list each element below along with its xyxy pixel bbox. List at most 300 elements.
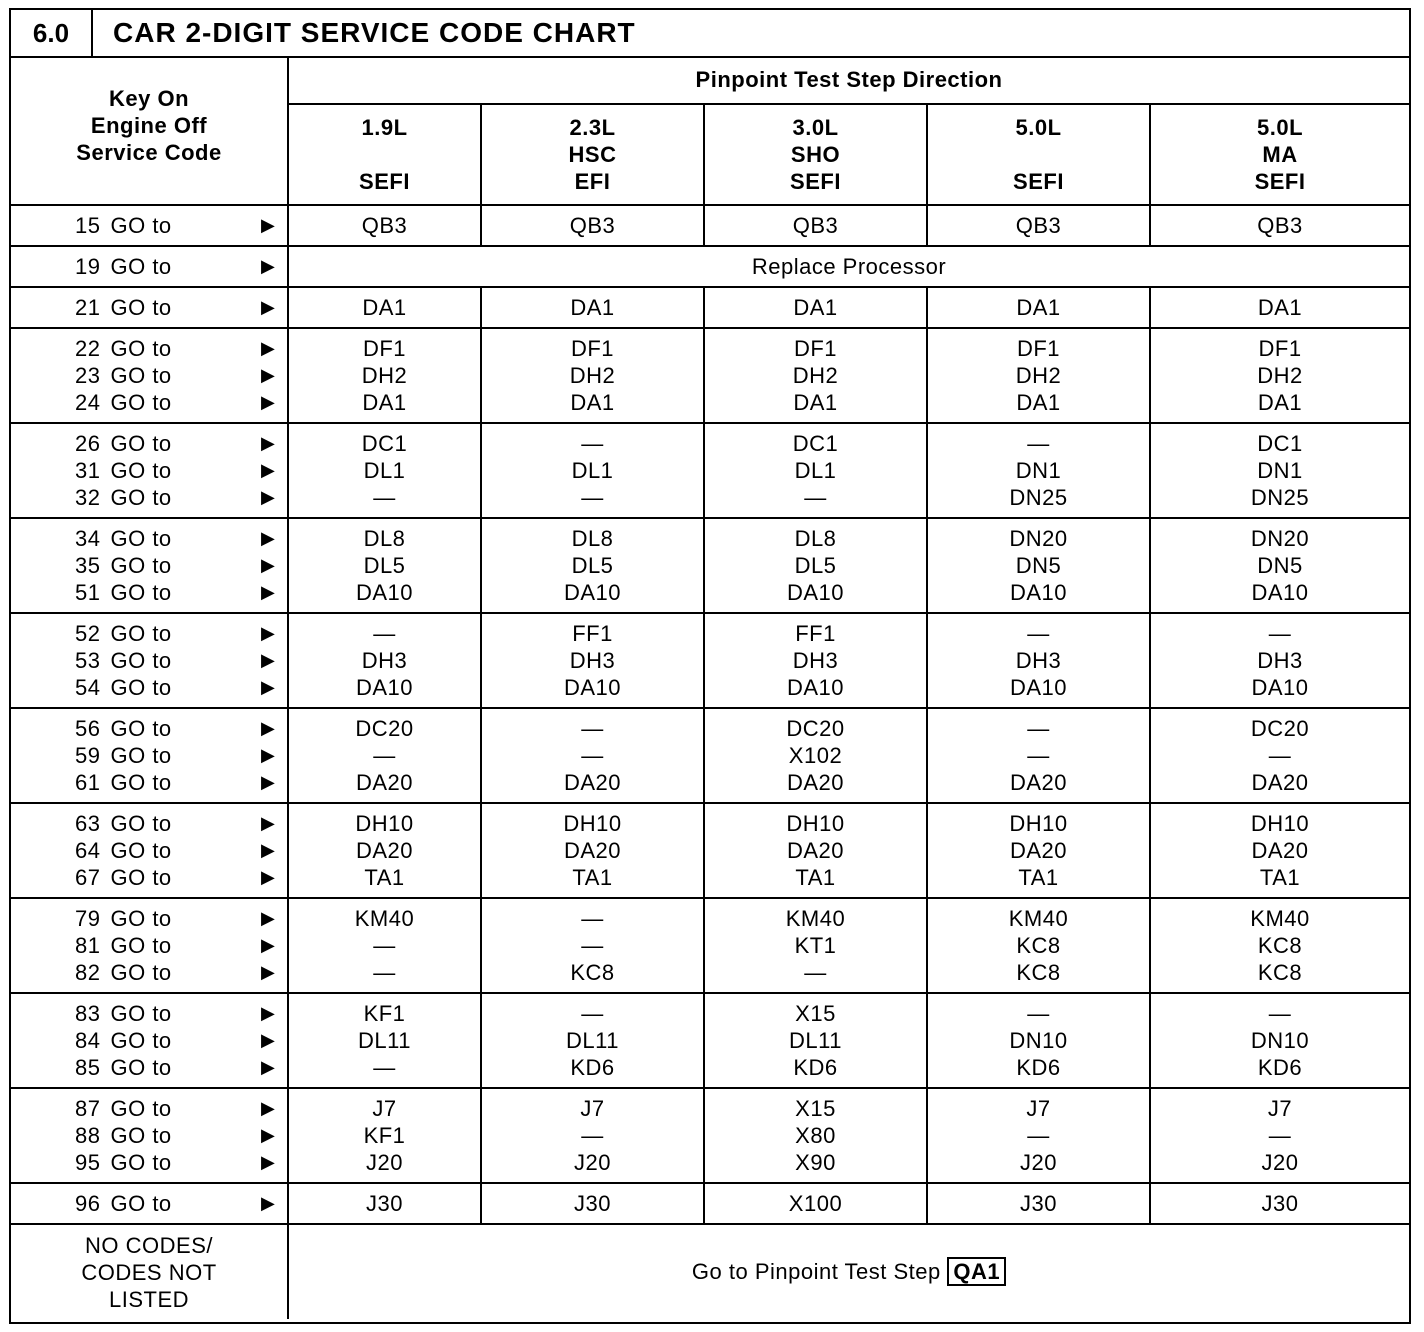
service-code-number: 54 [75, 675, 101, 700]
test-step-value: TA1 [795, 865, 836, 890]
test-step-value: DL11 [358, 1028, 411, 1053]
test-step-value: — [581, 485, 604, 510]
go-to-label: GO to [110, 1123, 172, 1148]
service-code-entry [11, 484, 287, 511]
test-step-value: QB3 [361, 213, 408, 238]
test-step-cell [1150, 287, 1409, 328]
service-code-text [75, 457, 255, 484]
service-code-entry [11, 959, 287, 986]
service-code-text [75, 1054, 255, 1081]
service-code-text [75, 212, 255, 239]
test-step-value: DA10 [1009, 675, 1068, 700]
test-step-value: — [581, 716, 604, 741]
test-step-value: KF1 [363, 1001, 406, 1026]
test-step-value: TA1 [1259, 865, 1301, 890]
test-step-value: J7 [580, 1096, 605, 1121]
service-code-cell [11, 205, 288, 246]
test-step-cell [481, 613, 704, 708]
service-code-number: 31 [75, 458, 101, 483]
service-code-number: 84 [75, 1028, 101, 1053]
no-codes-label [11, 1224, 288, 1319]
engine-header-line: 1.9L [361, 115, 408, 140]
test-step-cell [927, 708, 1150, 803]
service-code-number: 64 [75, 838, 101, 863]
service-code-entry [11, 579, 287, 606]
test-step-value: J7 [372, 1096, 397, 1121]
test-step-value: DH10 [1250, 811, 1310, 836]
service-code-entry [11, 864, 287, 891]
test-step-cell [288, 518, 481, 613]
service-code-number: 15 [75, 213, 101, 238]
right-arrow-icon: ▶ [261, 1125, 276, 1145]
test-step-value: DF1 [570, 336, 615, 361]
code-group-row [11, 613, 1409, 708]
service-code-entry [11, 294, 287, 321]
test-step-value: KD6 [570, 1055, 615, 1080]
test-step-value: KC8 [1257, 960, 1303, 985]
test-step-cell [481, 1183, 704, 1224]
go-to-label: GO to [110, 1055, 172, 1080]
service-code-text [75, 552, 255, 579]
service-code-text [75, 430, 255, 457]
key-header-line: Service Code [76, 139, 222, 165]
engine-header-5 [1150, 104, 1409, 205]
go-to-label: GO to [110, 811, 172, 836]
right-arrow-icon: ▶ [261, 1003, 276, 1023]
engine-header-line: EFI [574, 169, 611, 194]
test-step-value: DN10 [1250, 1028, 1310, 1053]
service-code-cell [11, 518, 288, 613]
right-arrow-icon: ▶ [261, 338, 276, 358]
test-step-value: DL1 [363, 458, 406, 483]
go-to-label: GO to [110, 770, 172, 795]
go-to-label: GO to [110, 295, 172, 320]
test-step-cell [481, 205, 704, 246]
code-group-row [11, 205, 1409, 246]
right-arrow-icon: ▶ [261, 867, 276, 887]
test-step-value: DL11 [566, 1028, 619, 1053]
test-step-value: DA10 [563, 580, 622, 605]
service-code-number: 96 [75, 1191, 101, 1216]
service-code-text [75, 1190, 255, 1217]
test-step-value: DA10 [786, 675, 845, 700]
test-step-value: KC8 [1016, 933, 1061, 958]
go-to-label: GO to [110, 960, 172, 985]
service-code-text [75, 1027, 255, 1054]
test-step-cell [481, 1088, 704, 1183]
go-to-label: GO to [110, 336, 172, 361]
code-group-row [11, 328, 1409, 423]
right-arrow-icon: ▶ [261, 677, 276, 697]
service-code-text [75, 674, 255, 701]
right-arrow-icon: ▶ [261, 1098, 276, 1118]
service-code-entry [11, 1054, 287, 1081]
test-step-value: DH2 [569, 363, 616, 388]
test-step-value: DA20 [1009, 838, 1068, 863]
test-step-value: — [804, 485, 827, 510]
test-step-value: DA1 [1257, 390, 1303, 415]
test-step-cell [481, 993, 704, 1088]
test-step-value: J30 [574, 1191, 611, 1216]
service-code-entry [11, 620, 287, 647]
test-step-value: X15 [795, 1001, 836, 1026]
right-arrow-icon: ▶ [261, 297, 276, 317]
test-step-value: DN20 [1009, 526, 1068, 551]
right-arrow-icon: ▶ [261, 1152, 276, 1172]
service-code-entry [11, 715, 287, 742]
test-step-value: DA1 [362, 295, 407, 320]
right-arrow-icon: ▶ [261, 718, 276, 738]
engine-header-4 [927, 104, 1150, 205]
go-to-label: GO to [110, 675, 172, 700]
test-step-value: KM40 [785, 906, 846, 931]
test-step-value: TA1 [1018, 865, 1059, 890]
key-header-lines [11, 85, 287, 166]
service-code-cell [11, 993, 288, 1088]
go-to-label: GO to [110, 838, 172, 863]
test-step-cell [288, 328, 481, 423]
service-code-text [75, 905, 255, 932]
test-step-cell [927, 328, 1150, 423]
engine-header-2 [481, 104, 704, 205]
service-code-number: 95 [75, 1150, 101, 1175]
test-step-cell [704, 803, 927, 898]
right-arrow-icon: ▶ [261, 555, 276, 575]
test-step-value: DA20 [1251, 770, 1309, 795]
code-group-row [11, 246, 1409, 287]
test-step-value: — [373, 485, 396, 510]
test-step-cell [927, 1183, 1150, 1224]
test-step-value: J30 [366, 1191, 403, 1216]
service-code-entry [11, 742, 287, 769]
test-step-value: DC20 [786, 716, 845, 741]
test-step-cell [704, 613, 927, 708]
test-step-value: DL5 [363, 553, 406, 578]
test-step-value: DA10 [1009, 580, 1068, 605]
test-step-cell [1150, 898, 1409, 993]
test-step-value: DH3 [1257, 648, 1303, 673]
test-step-value: DA1 [1257, 295, 1303, 320]
right-arrow-icon: ▶ [261, 1193, 276, 1213]
service-code-number: 63 [75, 811, 101, 836]
engine-header-line: HSC [568, 142, 617, 167]
go-to-label: GO to [110, 1191, 172, 1216]
test-step-value: QB3 [569, 213, 616, 238]
service-code-cell [11, 613, 288, 708]
service-code-text [75, 1095, 255, 1122]
test-step-value: DA1 [570, 390, 615, 415]
test-step-cell [927, 993, 1150, 1088]
test-step-value: DC1 [361, 431, 408, 456]
test-step-value: DN20 [1250, 526, 1310, 551]
no-codes-instruction [288, 1224, 1409, 1319]
service-code-entry [11, 335, 287, 362]
test-step-value: DL5 [571, 553, 614, 578]
service-code-entry [11, 525, 287, 552]
test-step-cell [927, 423, 1150, 518]
engine-header-line [928, 141, 1149, 168]
test-step-value: — [1027, 716, 1050, 741]
engine-header-line: 5.0L [1015, 115, 1062, 140]
test-step-value: J30 [1261, 1191, 1299, 1216]
test-step-cell [481, 898, 704, 993]
test-step-value: — [804, 960, 827, 985]
test-step-value: — [581, 743, 604, 768]
test-step-cell [704, 205, 927, 246]
code-group-row [11, 518, 1409, 613]
service-code-number: 59 [75, 743, 101, 768]
go-to-label: GO to [110, 553, 172, 578]
no-codes-label-line: LISTED [108, 1286, 190, 1312]
test-step-cell [288, 993, 481, 1088]
engine-header-line: SEFI [1254, 169, 1306, 194]
service-code-text [75, 484, 255, 511]
test-step-value: KC8 [1016, 960, 1061, 985]
service-code-entry [11, 1122, 287, 1149]
test-step-value: DN25 [1250, 485, 1310, 510]
test-step-cell [704, 898, 927, 993]
spanning-instruction: Replace Processor [288, 246, 1409, 287]
no-codes-label-line: CODES NOT [81, 1259, 217, 1285]
right-arrow-icon: ▶ [261, 487, 276, 507]
test-step-cell [927, 1088, 1150, 1183]
test-step-value: — [1268, 1123, 1292, 1148]
test-step-value: DA1 [793, 390, 838, 415]
service-code-text [75, 742, 255, 769]
test-step-value: X90 [795, 1150, 836, 1175]
test-step-value: DL1 [571, 458, 614, 483]
service-code-entry [11, 810, 287, 837]
test-step-value: KM40 [1008, 906, 1069, 931]
test-step-value: DA1 [1016, 390, 1061, 415]
service-code-number: 79 [75, 906, 101, 931]
right-arrow-icon: ▶ [261, 392, 276, 412]
test-step-cell [927, 898, 1150, 993]
test-step-value: DA10 [786, 580, 845, 605]
go-to-label: GO to [110, 716, 172, 741]
test-step-cell [481, 287, 704, 328]
no-codes-label-line: NO CODES/ [85, 1232, 213, 1258]
test-step-value: J30 [1020, 1191, 1057, 1216]
service-code-text [75, 647, 255, 674]
test-step-value: TA1 [364, 865, 405, 890]
test-step-cell [927, 803, 1150, 898]
right-arrow-icon: ▶ [261, 1030, 276, 1050]
test-step-value: X100 [788, 1191, 843, 1216]
service-code-entry [11, 674, 287, 701]
test-step-cell [704, 708, 927, 803]
test-step-value: DL5 [794, 553, 837, 578]
service-code-text [75, 389, 255, 416]
test-step-value: DA20 [786, 770, 845, 795]
service-code-number: 83 [75, 1001, 101, 1026]
right-arrow-icon: ▶ [261, 582, 276, 602]
service-code-entry [11, 647, 287, 674]
test-step-value: DC20 [355, 716, 414, 741]
right-arrow-icon: ▶ [261, 215, 276, 235]
right-arrow-icon: ▶ [261, 256, 276, 276]
test-step-value: DA20 [563, 838, 622, 863]
section-number: 6.0 [11, 10, 93, 56]
service-code-entry [11, 1000, 287, 1027]
right-arrow-icon: ▶ [261, 528, 276, 548]
right-arrow-icon: ▶ [261, 433, 276, 453]
test-step-cell [704, 423, 927, 518]
test-step-value: X102 [788, 743, 843, 768]
right-arrow-icon: ▶ [261, 365, 276, 385]
service-code-entry [11, 552, 287, 579]
engine-header-line: SEFI [790, 169, 841, 194]
test-step-value: DH2 [1257, 363, 1303, 388]
test-step-cell [1150, 1183, 1409, 1224]
test-step-value: — [1027, 1001, 1050, 1026]
right-arrow-icon: ▶ [261, 840, 276, 860]
test-step-cell [1150, 1088, 1409, 1183]
test-step-value: — [373, 621, 396, 646]
test-step-value: DL8 [363, 526, 406, 551]
service-code-chart [9, 8, 1411, 1324]
test-step-cell [288, 1183, 481, 1224]
test-step-value: DA20 [563, 770, 622, 795]
go-to-label: GO to [110, 485, 172, 510]
test-step-cell [288, 205, 481, 246]
go-to-label: GO to [110, 213, 172, 238]
test-step-cell [1150, 423, 1409, 518]
test-step-value: DN5 [1257, 553, 1303, 578]
service-code-cell [11, 708, 288, 803]
test-step-value: DH10 [786, 811, 845, 836]
test-step-value: — [1268, 1001, 1292, 1026]
key-on-engine-off-header [11, 56, 288, 205]
service-code-text [75, 620, 255, 647]
right-arrow-icon: ▶ [261, 772, 276, 792]
service-code-entry [11, 1027, 287, 1054]
test-step-value: DN1 [1015, 458, 1062, 483]
test-step-value: DH3 [1015, 648, 1062, 673]
test-step-value: KC8 [570, 960, 615, 985]
right-arrow-icon: ▶ [261, 908, 276, 928]
test-step-value: J20 [1261, 1150, 1299, 1175]
test-step-value: DA1 [570, 295, 615, 320]
go-to-label: GO to [110, 906, 172, 931]
engine-header-line: 5.0L [1257, 115, 1304, 140]
service-code-entry [11, 769, 287, 796]
go-to-label: GO to [110, 1150, 172, 1175]
service-code-number: 67 [75, 865, 101, 890]
right-arrow-icon: ▶ [261, 623, 276, 643]
service-code-cell [11, 287, 288, 328]
go-to-label: GO to [110, 526, 172, 551]
test-step-value: DH2 [1015, 363, 1062, 388]
service-code-entry [11, 1095, 287, 1122]
service-code-entry [11, 389, 287, 416]
code-group-row [11, 898, 1409, 993]
no-codes-text: Go to Pinpoint Test Step [691, 1259, 941, 1284]
right-arrow-icon: ▶ [261, 650, 276, 670]
go-to-label: GO to [110, 1001, 172, 1026]
right-arrow-icon: ▶ [261, 1057, 276, 1077]
service-code-text [75, 1149, 255, 1176]
test-step-value: — [581, 1123, 604, 1148]
test-step-value: KT1 [794, 933, 837, 958]
test-step-cell [481, 708, 704, 803]
service-code-text [75, 1000, 255, 1027]
service-code-text [75, 837, 255, 864]
test-step-value: KM40 [1250, 906, 1310, 931]
test-step-cell [481, 423, 704, 518]
code-group-row [11, 708, 1409, 803]
service-code-number: 24 [75, 390, 101, 415]
test-step-value: — [373, 933, 396, 958]
service-code-number: 88 [75, 1123, 101, 1148]
test-step-value: DA20 [786, 838, 845, 863]
service-code-cell [11, 898, 288, 993]
test-step-value: DH2 [792, 363, 839, 388]
service-code-entry [11, 253, 287, 280]
service-code-entry [11, 362, 287, 389]
test-step-value: — [581, 933, 604, 958]
engine-header-line: 2.3L [569, 115, 616, 140]
service-code-number: 81 [75, 933, 101, 958]
service-code-number: 23 [75, 363, 101, 388]
code-group-row [11, 287, 1409, 328]
test-step-value: KD6 [1016, 1055, 1061, 1080]
test-step-cell [927, 613, 1150, 708]
test-step-value: DH3 [361, 648, 408, 673]
test-step-value: DA20 [355, 838, 414, 863]
test-step-cell [288, 708, 481, 803]
test-step-cell [1150, 328, 1409, 423]
test-step-value: DL8 [571, 526, 614, 551]
test-step-value: — [581, 1001, 604, 1026]
test-step-value: — [581, 906, 604, 931]
test-step-value: DA1 [362, 390, 407, 415]
test-step-cell [1150, 708, 1409, 803]
service-code-entry [11, 837, 287, 864]
code-group-row [11, 993, 1409, 1088]
engine-header-line: SEFI [1013, 169, 1064, 194]
test-step-value: DH3 [569, 648, 616, 673]
test-step-value: — [1027, 1123, 1050, 1148]
service-code-entry [11, 1190, 287, 1217]
go-to-label: GO to [110, 390, 172, 415]
engine-header-line: SEFI [359, 169, 410, 194]
service-code-entry [11, 1149, 287, 1176]
go-to-label: GO to [110, 1028, 172, 1053]
engine-header-1 [288, 104, 481, 205]
go-to-label: GO to [110, 1096, 172, 1121]
service-code-entry [11, 905, 287, 932]
service-code-text [75, 335, 255, 362]
qa1-step-box: QA1 [947, 1257, 1006, 1286]
test-step-value: — [1268, 743, 1292, 768]
test-step-value: DH3 [792, 648, 839, 673]
test-step-value: DC1 [792, 431, 839, 456]
service-code-number: 19 [75, 254, 101, 279]
go-to-label: GO to [110, 743, 172, 768]
test-step-value: DA20 [355, 770, 414, 795]
test-step-cell [1150, 803, 1409, 898]
right-arrow-icon: ▶ [261, 935, 276, 955]
service-code-text [75, 932, 255, 959]
service-code-text [75, 294, 255, 321]
service-code-text [75, 253, 255, 280]
test-step-cell [288, 287, 481, 328]
test-step-value: DA1 [793, 295, 838, 320]
test-step-value: DA10 [563, 675, 622, 700]
service-code-text [75, 362, 255, 389]
code-group-row [11, 803, 1409, 898]
